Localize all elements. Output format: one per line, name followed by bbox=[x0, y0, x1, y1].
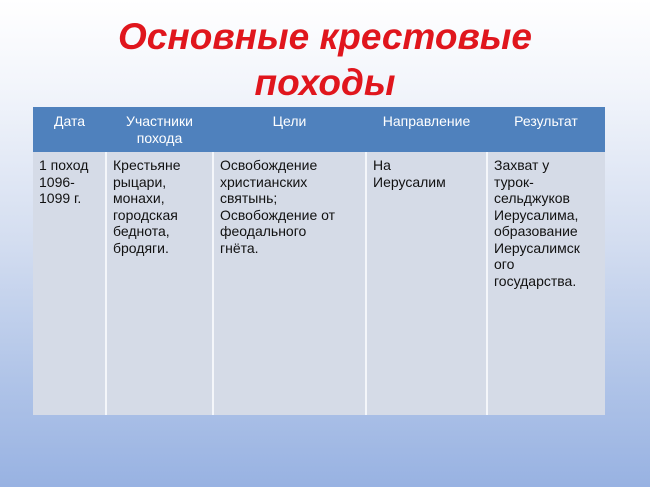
crusades-table-panel bbox=[33, 107, 605, 415]
cell-participants: Крестьяне рыцари, монахи, городская беднота, бродяги. bbox=[106, 152, 213, 415]
cell-goals: Освобождение христианских святынь; Освобождение от феодального гнёта. bbox=[213, 152, 366, 415]
title-line-2: походы bbox=[254, 62, 396, 103]
table-row bbox=[33, 152, 605, 415]
header-participants: Участники похода bbox=[126, 113, 193, 146]
header-date: Дата bbox=[53, 113, 85, 129]
crusades-table bbox=[33, 107, 605, 415]
slide-title bbox=[0, 14, 650, 106]
header-result: Результат bbox=[514, 113, 578, 129]
cell-direction: На Иерусалим bbox=[366, 152, 487, 415]
cell-date: 1 поход 1096- 1099 г. bbox=[33, 152, 106, 415]
table-header-row bbox=[33, 107, 605, 152]
header-goals: Цели bbox=[272, 113, 307, 129]
cell-result: Захват у турок- сельджуков Иерусалима, образование Иерусалимск ого государства. bbox=[494, 157, 580, 289]
header-direction: Направление bbox=[382, 113, 471, 129]
title-line-1: Основные крестовые bbox=[118, 16, 532, 57]
